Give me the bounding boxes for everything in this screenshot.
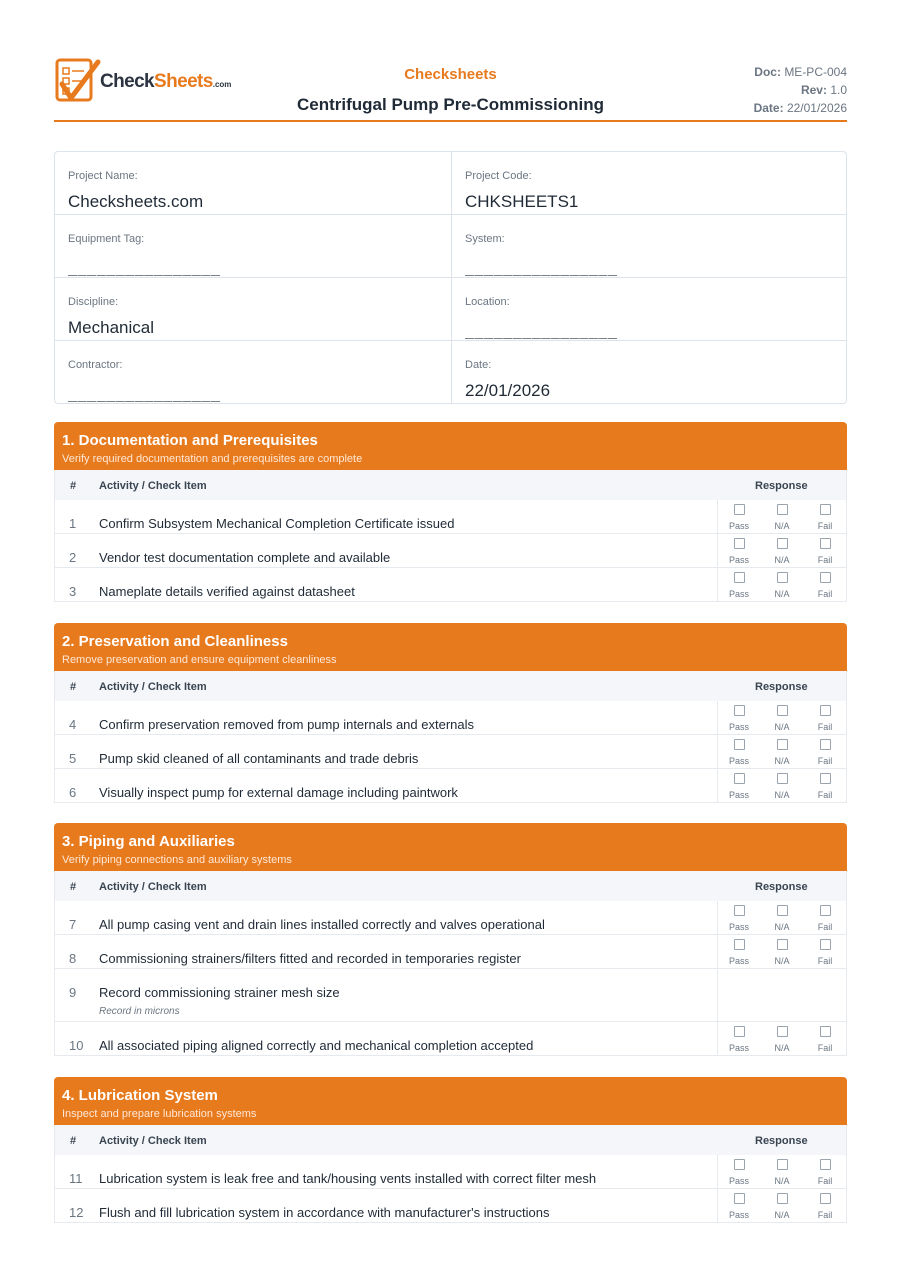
info-label: Project Code: — [465, 170, 532, 182]
checkbox-label: Fail — [817, 956, 833, 966]
pass-checkbox[interactable] — [719, 705, 759, 732]
item-text: Lubrication system is leak free and tank/housing vents installed with correct filter mesh — [99, 1171, 597, 1186]
column-response: Response — [755, 681, 808, 693]
info-row — [55, 152, 846, 215]
checkbox-label: Fail — [817, 1176, 833, 1186]
item-number: 10 — [69, 1038, 84, 1053]
info-label: Date: — [465, 359, 492, 371]
na-checkbox[interactable] — [762, 1026, 802, 1053]
project-info-grid — [54, 151, 847, 404]
na-checkbox[interactable] — [762, 939, 802, 966]
response-cell — [717, 935, 847, 968]
column-activity: Activity / Check Item — [99, 881, 207, 893]
section-title: 4. Lubrication System — [62, 1087, 218, 1104]
item-text: Confirm Subsystem Mechanical Completion Certificate issued — [99, 516, 455, 531]
column-number: # — [70, 681, 77, 693]
checkbox-label: N/A — [774, 1210, 790, 1220]
checkbox[interactable] — [777, 705, 788, 716]
checkbox[interactable] — [734, 572, 745, 583]
response-cell — [717, 701, 847, 734]
checkbox[interactable] — [777, 572, 788, 583]
checkbox-label: Fail — [817, 922, 833, 932]
check-item-row — [54, 1155, 847, 1189]
info-value: 22/01/2026 — [465, 381, 551, 400]
column-header — [54, 671, 847, 701]
item-number: 8 — [69, 951, 77, 966]
checkbox[interactable] — [777, 1193, 788, 1204]
check-item-row — [54, 935, 847, 969]
checkbox-label: Pass — [728, 1176, 749, 1186]
brand-name: Checksheets — [404, 66, 497, 83]
na-checkbox[interactable] — [762, 538, 802, 565]
response-cell — [717, 500, 847, 533]
item-number: 11 — [69, 1171, 83, 1186]
response-cell — [717, 1022, 847, 1055]
response-cell — [717, 735, 847, 768]
checkbox[interactable] — [734, 773, 745, 784]
checkbox-label: N/A — [774, 1043, 790, 1053]
info-label: Discipline: — [68, 296, 119, 308]
section-header — [54, 1077, 847, 1125]
item-number: 1 — [69, 516, 77, 531]
checkbox-label: Pass — [728, 1043, 749, 1053]
checkbox[interactable] — [734, 1026, 745, 1037]
info-label: System: — [465, 233, 505, 245]
fail-checkbox[interactable] — [805, 1159, 845, 1186]
pass-checkbox[interactable] — [719, 1193, 759, 1220]
check-item-row — [54, 500, 847, 534]
section-subtitle: Verify piping connections and auxiliary systems — [62, 854, 292, 866]
item-text: Nameplate details verified against datasheet — [99, 584, 355, 599]
checkbox[interactable] — [734, 705, 745, 716]
check-item-row — [54, 568, 847, 602]
checkbox[interactable] — [777, 739, 788, 750]
checkbox[interactable] — [820, 905, 831, 916]
checkbox-label: N/A — [774, 521, 790, 531]
info-row — [55, 215, 846, 278]
fail-checkbox[interactable] — [805, 1026, 845, 1053]
info-cell[interactable] — [451, 341, 846, 404]
pass-checkbox[interactable] — [719, 773, 759, 800]
checklist-section — [54, 823, 847, 1056]
checkbox-label: Pass — [728, 722, 749, 732]
item-number: 7 — [69, 917, 77, 932]
response-cell — [717, 534, 847, 567]
check-item-row — [54, 769, 847, 803]
column-header — [54, 1125, 847, 1155]
checkbox[interactable] — [777, 504, 788, 515]
checkbox[interactable] — [734, 905, 745, 916]
checkbox-label: Pass — [728, 922, 749, 932]
column-activity: Activity / Check Item — [99, 480, 207, 492]
checkbox[interactable] — [820, 705, 831, 716]
column-response: Response — [755, 480, 808, 492]
checkbox[interactable] — [820, 504, 831, 515]
fail-checkbox[interactable] — [805, 572, 845, 599]
info-label: Equipment Tag: — [68, 233, 145, 245]
checkbox[interactable] — [777, 905, 788, 916]
info-row — [55, 278, 846, 341]
item-text: Commissioning strainers/filters fitted and recorded in temporaries register — [99, 951, 521, 966]
pass-checkbox[interactable] — [719, 905, 759, 932]
na-checkbox[interactable] — [762, 504, 802, 531]
pass-checkbox[interactable] — [719, 739, 759, 766]
na-checkbox[interactable] — [762, 739, 802, 766]
checkbox[interactable] — [820, 739, 831, 750]
pass-checkbox[interactable] — [719, 504, 759, 531]
item-text: Visually inspect pump for external damage including paintwork — [99, 785, 458, 800]
fail-checkbox[interactable] — [805, 939, 845, 966]
item-number: 3 — [69, 584, 77, 599]
checkbox[interactable] — [820, 538, 831, 549]
info-value: CHKSHEETS1 — [465, 192, 579, 211]
response-cell — [717, 1189, 847, 1222]
item-number: 2 — [69, 550, 77, 565]
info-value: Checksheets.com — [68, 192, 204, 211]
info-value: ________________ — [68, 258, 221, 276]
checkbox[interactable] — [820, 1026, 831, 1037]
checkbox-label: Fail — [817, 790, 833, 800]
checkbox[interactable] — [777, 773, 788, 784]
section-title: 2. Preservation and Cleanliness — [62, 633, 288, 650]
check-item-row — [54, 969, 847, 1022]
info-cell[interactable] — [55, 152, 451, 215]
column-response: Response — [755, 1135, 808, 1147]
checkbox[interactable] — [734, 1193, 745, 1204]
checkbox-label: Fail — [817, 521, 833, 531]
column-response: Response — [755, 881, 808, 893]
section-subtitle: Remove preservation and ensure equipment cleanliness — [62, 654, 337, 666]
checkbox-label: N/A — [774, 756, 790, 766]
column-header — [54, 871, 847, 901]
checkbox-label: Fail — [817, 589, 833, 599]
info-row — [55, 341, 846, 404]
info-label: Project Name: — [68, 170, 138, 182]
checkbox-label: Fail — [817, 1043, 833, 1053]
fail-checkbox[interactable] — [805, 1193, 845, 1220]
checkbox-label: Pass — [728, 956, 749, 966]
na-checkbox[interactable] — [762, 1193, 802, 1220]
checkbox-label: N/A — [774, 589, 790, 599]
checkbox-label: Pass — [728, 756, 749, 766]
checkbox[interactable] — [820, 1159, 831, 1170]
logo-text: CheckSheets.com — [100, 71, 232, 92]
info-value: ________________ — [68, 384, 221, 402]
info-label: Contractor: — [68, 359, 123, 371]
checkbox[interactable] — [734, 1159, 745, 1170]
section-header — [54, 823, 847, 871]
item-number: 5 — [69, 751, 77, 766]
checkbox[interactable] — [820, 939, 831, 950]
item-number: 6 — [69, 785, 77, 800]
check-item-row — [54, 901, 847, 935]
checkbox-label: Fail — [817, 1210, 833, 1220]
na-checkbox[interactable] — [762, 1159, 802, 1186]
pass-checkbox[interactable] — [719, 1026, 759, 1053]
section-subtitle: Inspect and prepare lubrication systems — [62, 1108, 257, 1120]
checkbox[interactable] — [734, 538, 745, 549]
section-title: 3. Piping and Auxiliaries — [62, 833, 235, 850]
na-checkbox[interactable] — [762, 905, 802, 932]
checkbox-label: Fail — [817, 722, 833, 732]
item-text: Confirm preservation removed from pump internals and externals — [99, 717, 475, 732]
info-value: ________________ — [465, 321, 618, 339]
item-text: All associated piping aligned correctly and mechanical completion accepted — [99, 1038, 534, 1053]
fail-checkbox[interactable] — [805, 773, 845, 800]
checkbox-label: N/A — [774, 722, 790, 732]
checkbox[interactable] — [820, 572, 831, 583]
check-item-row — [54, 1022, 847, 1056]
column-number: # — [70, 1135, 77, 1147]
item-text: Flush and fill lubrication system in accordance with manufacturer's instructions — [99, 1205, 550, 1220]
item-number: 4 — [69, 717, 77, 732]
response-cell — [717, 568, 847, 601]
checkbox-label: Fail — [817, 555, 833, 565]
checkbox[interactable] — [777, 1159, 788, 1170]
response-cell — [717, 969, 847, 1021]
pass-checkbox[interactable] — [719, 572, 759, 599]
check-item-row — [54, 701, 847, 735]
checkbox-label: N/A — [774, 555, 790, 565]
fail-checkbox[interactable] — [805, 538, 845, 565]
checkbox[interactable] — [777, 538, 788, 549]
section-header — [54, 422, 847, 470]
na-checkbox[interactable] — [762, 773, 802, 800]
info-cell[interactable] — [55, 341, 451, 404]
section-header — [54, 623, 847, 671]
checkbox[interactable] — [734, 739, 745, 750]
pass-checkbox[interactable] — [719, 538, 759, 565]
response-cell — [717, 1155, 847, 1188]
checkbox-label: N/A — [774, 922, 790, 932]
checkbox-label: Fail — [817, 756, 833, 766]
item-text: All pump casing vent and drain lines installed correctly and valves operational — [99, 917, 545, 932]
item-text: Vendor test documentation complete and available — [99, 550, 391, 565]
checkbox-label: Pass — [728, 555, 749, 565]
info-cell[interactable] — [55, 215, 451, 278]
checkbox[interactable] — [734, 504, 745, 515]
column-activity: Activity / Check Item — [99, 1135, 207, 1147]
checkbox[interactable] — [734, 939, 745, 950]
section-title: 1. Documentation and Prerequisites — [62, 432, 318, 449]
checklist-section — [54, 1077, 847, 1223]
checkbox-label: N/A — [774, 790, 790, 800]
checkbox[interactable] — [777, 1026, 788, 1037]
response-cell — [717, 769, 847, 802]
column-header — [54, 470, 847, 500]
checkbox[interactable] — [777, 939, 788, 950]
item-number: 12 — [69, 1205, 84, 1220]
column-activity: Activity / Check Item — [99, 681, 207, 693]
item-number: 9 — [69, 985, 77, 1000]
checkbox-label: Pass — [728, 521, 749, 531]
item-text: Record commissioning strainer mesh size — [99, 985, 340, 1000]
pass-checkbox[interactable] — [719, 1159, 759, 1186]
fail-checkbox[interactable] — [805, 905, 845, 932]
checkbox[interactable] — [820, 773, 831, 784]
info-cell[interactable] — [451, 278, 846, 341]
column-number: # — [70, 881, 77, 893]
page-header — [54, 52, 847, 122]
info-value: ________________ — [465, 258, 618, 276]
item-text: Pump skid cleaned of all contaminants and trade debris — [99, 751, 419, 766]
checklist-section — [54, 422, 847, 602]
checkbox-label: N/A — [774, 956, 790, 966]
checkbox-label: Pass — [728, 1210, 749, 1220]
item-note: Record in microns — [99, 1006, 180, 1017]
info-cell[interactable] — [451, 215, 846, 278]
fail-checkbox[interactable] — [805, 739, 845, 766]
info-cell[interactable] — [451, 152, 846, 215]
checkbox-label: Pass — [728, 790, 749, 800]
page-title: Centrifugal Pump Pre-Commissioning — [297, 95, 604, 114]
column-number: # — [70, 480, 77, 492]
na-checkbox[interactable] — [762, 705, 802, 732]
section-subtitle: Verify required documentation and prerequisites are complete — [62, 453, 363, 465]
response-cell — [717, 901, 847, 934]
fail-checkbox[interactable] — [805, 504, 845, 531]
info-cell[interactable] — [55, 278, 451, 341]
check-item-row — [54, 1189, 847, 1223]
checkbox-label: Pass — [728, 589, 749, 599]
info-label: Location: — [465, 296, 510, 308]
pass-checkbox[interactable] — [719, 939, 759, 966]
checklist-section — [54, 623, 847, 803]
checkbox-label: N/A — [774, 1176, 790, 1186]
check-item-row — [54, 735, 847, 769]
fail-checkbox[interactable] — [805, 705, 845, 732]
document-meta: Doc: ME-PC-004 Rev: 1.0 Date: 22/01/2026 — [753, 65, 847, 115]
na-checkbox[interactable] — [762, 572, 802, 599]
check-item-row — [54, 534, 847, 568]
info-value: Mechanical — [68, 318, 154, 337]
checkbox[interactable] — [820, 1193, 831, 1204]
